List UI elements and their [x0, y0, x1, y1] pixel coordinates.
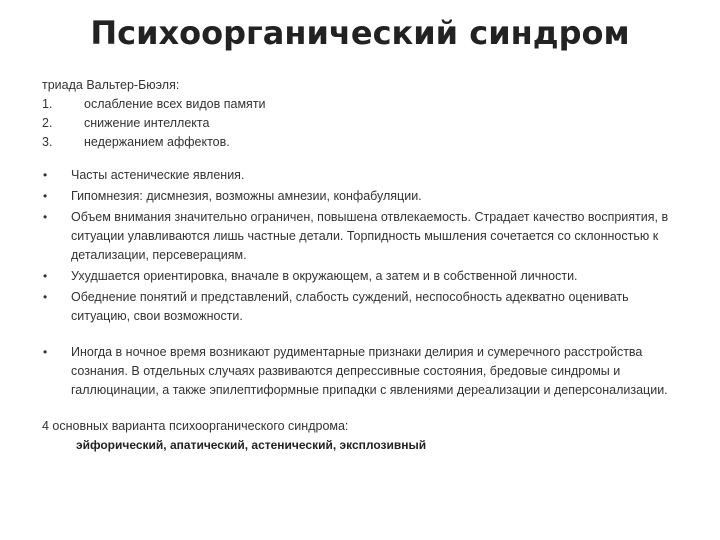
symptom-item [42, 288, 682, 326]
triad-item-text: снижение интеллекта [84, 116, 210, 130]
triad-item [42, 114, 682, 133]
symptom-item [42, 187, 682, 206]
bullet-marker: • [43, 345, 48, 359]
symptom-text: Часты астенические явления. [71, 168, 245, 182]
symptom-list [42, 166, 682, 400]
triad-caption: триада Вальтер-Бюэля: [42, 78, 180, 92]
triad-item-number: 1. [42, 97, 53, 111]
bullet-marker: • [43, 210, 48, 224]
slide-content [42, 76, 682, 455]
symptom-text: Обеднение понятий и представлений, слабость суждений, неспособность адекватно оценивать ситуацию, свои возможности. [71, 290, 629, 323]
symptom-item [42, 343, 682, 400]
triad-item-text: недержанием аффектов. [84, 135, 230, 149]
symptom-text: Гипомнезия: дисмнезия, возможны амнезии, конфабуляции. [71, 189, 422, 203]
variants-caption: 4 основных варианта психоорганического синдрома: [42, 419, 349, 433]
variants-list: эйфорический, апатический, астенический, эксплозивный [76, 438, 427, 452]
triad-item [42, 133, 682, 152]
symptom-text: Объем внимания значительно ограничен, повышена отвлекаемость. Страдает качество восприятия, в ситуации улавливаются лишь частные детали. Торпидность мышления сочетается со склонностью к детализации, персеверациям. [71, 210, 669, 262]
triad-item-number: 2. [42, 116, 53, 130]
symptom-item [42, 208, 682, 265]
symptom-text: Иногда в ночное время возникают рудиментарные признаки делирия и сумеречного расстройства сознания. В отдельных случаях развиваются депрессивные состояния, бредовые синдромы и галлюцинации, а также эпилептиформные припадки с явлениями дереализации и деперсонализации. [71, 345, 668, 397]
symptom-text: Ухудшается ориентировка, вначале в окружающем, а затем и в собственной личности. [71, 269, 578, 283]
triad-item [42, 95, 682, 114]
symptom-item [42, 166, 682, 185]
bullet-marker: • [43, 290, 48, 304]
slide-title: Психоорганический синдром [90, 14, 630, 52]
bullet-marker: • [43, 189, 48, 203]
triad-item-text: ослабление всех видов памяти [84, 97, 266, 111]
bullet-marker: • [43, 269, 48, 283]
triad-list [42, 95, 682, 152]
bullet-marker: • [43, 168, 48, 182]
triad-item-number: 3. [42, 135, 53, 149]
symptom-item [42, 267, 682, 286]
